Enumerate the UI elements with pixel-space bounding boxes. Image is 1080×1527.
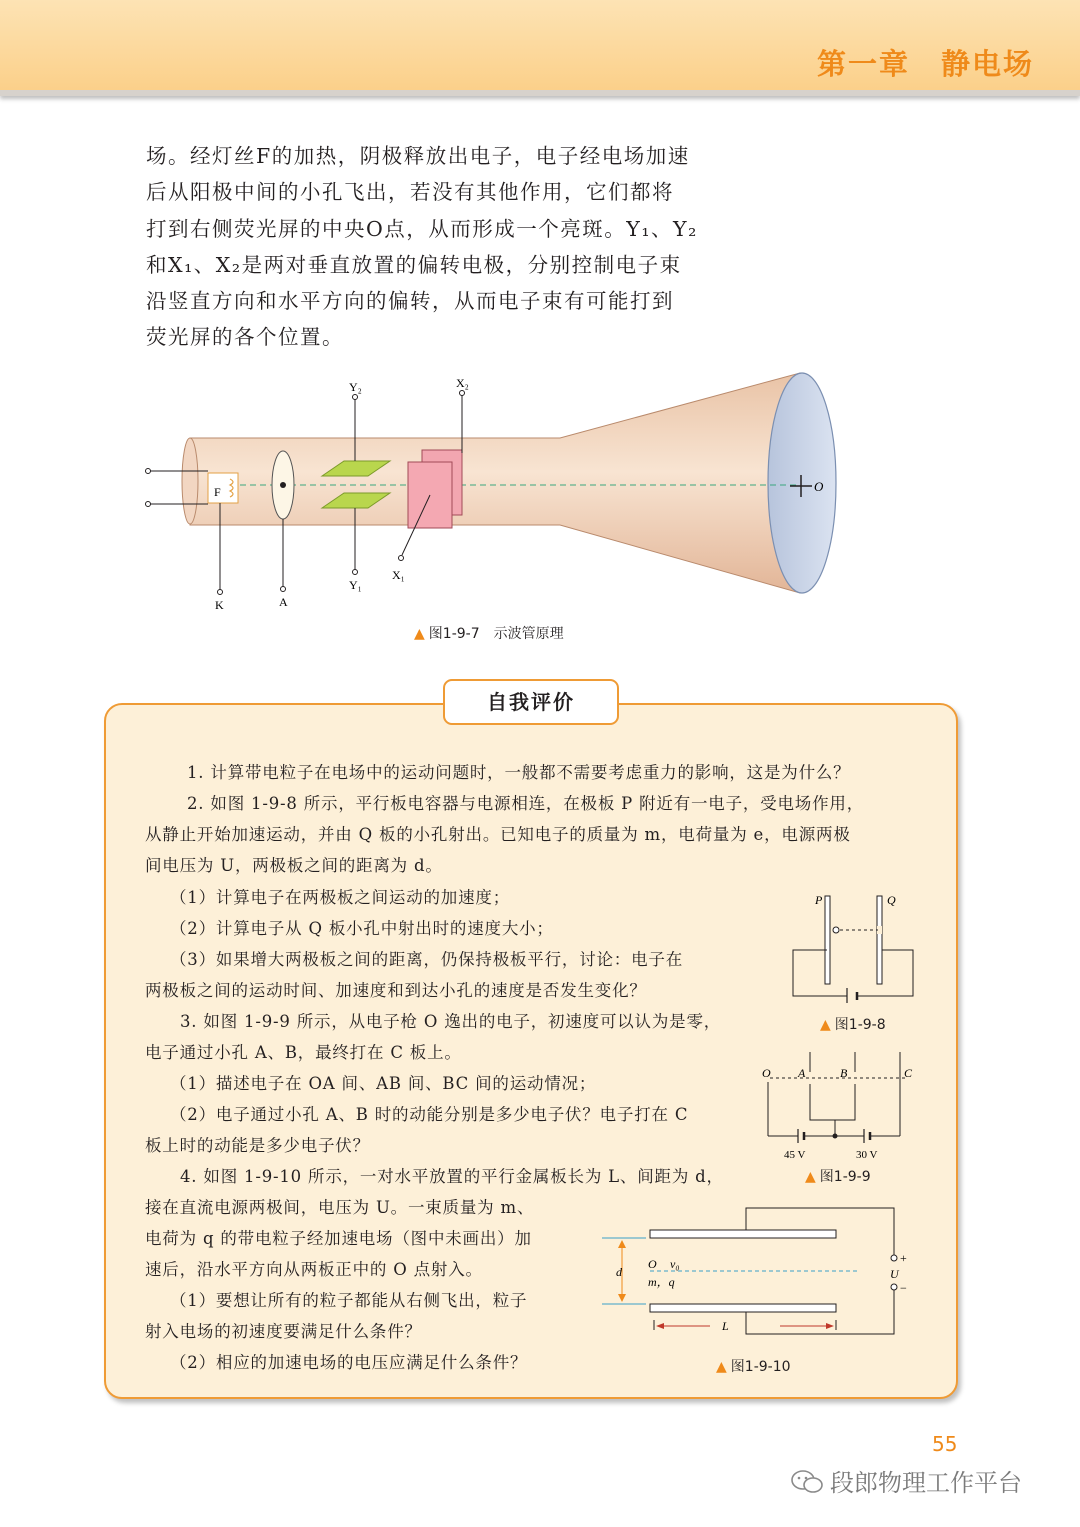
label-o: O [648,1257,657,1271]
triangle-icon: ▲ [805,1169,816,1185]
question-line: （2）计算电子从 Q 板小孔中射出时的速度大小； [170,919,554,938]
label-v0: v₀ [670,1257,680,1271]
label-f: F [214,485,221,499]
chapter-title: 第一章 静电场 [816,47,1034,81]
figure-1-9-8-capacitor [785,888,925,1003]
label-b: B [840,1066,848,1080]
paragraph-line: 场。经灯丝F的加热，阴极释放出电子，电子经电场加速 [146,144,690,168]
label-y1: Y₁ [349,578,362,592]
question-line: 接在直流电源两极间，电压为 U。一束质量为 m、 [145,1198,535,1217]
label-mq: m，q [648,1275,675,1289]
paragraph-line: 打到右侧荧光屏的中央O点，从而形成一个亮斑。Y₁、Y₂ [146,216,698,241]
question-line: 射入电场的初速度要满足什么条件？ [145,1322,422,1341]
label-minus: − [900,1281,907,1295]
label-y2: Y₂ [349,380,362,394]
question-line: 2. 如图 1-9-8 所示，平行板电容器与电源相连，在极板 P 附近有一电子，受电场作用， [187,794,865,813]
question-line: 板上时的动能是多少电子伏？ [145,1136,370,1155]
question-line: 电荷为 q 的带电粒子经加速电场（图中未画出）加 [145,1229,532,1248]
label-x2: X₂ [456,376,469,390]
question-line: 电子通过小孔 A、B，最终打在 C 板上。 [145,1043,462,1062]
question-line: 间电压为 U，两极板之间的距离为 d。 [145,856,443,875]
label-45v: 45 V [784,1149,806,1161]
label-c: C [904,1066,913,1080]
question-line: 从静止开始加速运动，并由 Q 板的小孔射出。已知电子的质量为 m，电荷量为 e，电源两极 [145,825,851,844]
figure-1-9-10-parallel-plates [598,1198,918,1348]
paragraph-line: 和X₁、X₂是两对垂直放置的偏转电极，分别控制电子束 [146,252,682,277]
question-line: （1）计算电子在两极板之间运动的加速度； [170,888,510,907]
label-q: Q [887,893,896,907]
question-line: （1）要想让所有的粒子都能从右侧飞出，粒子 [170,1291,528,1310]
figure-caption: ▲ 图1-9-7 示波管原理 [414,626,564,642]
question-line: （2）相应的加速电场的电压应满足什么条件？ [170,1353,528,1372]
label-30v: 30 V [856,1149,878,1161]
triangle-icon: ▲ [820,1017,831,1033]
intro-paragraph [146,138,706,356]
paragraph-line: 后从阳极中间的小孔飞出，若没有其他作用，它们都将 [146,180,674,205]
question-line: 4. 如图 1-9-10 所示，一对水平放置的平行金属板长为 L、间距为 d， [180,1167,724,1186]
label-x1: X₁ [392,568,405,582]
label-p: P [815,893,823,907]
question-line: 两极板之间的运动时间、加速度和到达小孔的速度是否发生变化？ [145,981,647,1000]
triangle-icon: ▲ [414,626,425,642]
chapter-header [0,0,1080,96]
question-line: （2）电子通过小孔 A、B 时的动能分别是多少电子伏？电子打在 C [170,1105,689,1124]
figure-caption: ▲ 图1-9-9 [805,1169,871,1185]
question-line: 速后，沿水平方向从两板正中的 O 点射入。 [145,1260,483,1279]
label-a: A [279,595,288,609]
figure-caption: ▲ 图1-9-8 [820,1017,886,1033]
label-a: A [798,1066,806,1080]
page-number: 55 [932,1432,958,1456]
paragraph-line: 沿竖直方向和水平方向的偏转，从而电子束有可能打到 [146,289,674,314]
question-line: （3）如果增大两极板之间的距离，仍保持极板平行，讨论：电子在 [170,950,683,969]
question-line: 1. 计算带电粒子在电场中的运动问题时，一般都不需要考虑重力的影响，这是为什么？ [187,763,851,782]
watermark: 段郎物理工作平台 [790,1463,1022,1498]
self-evaluation-title: 自我评价 [443,679,619,725]
label-k: K [215,598,224,612]
label-o: O [762,1066,771,1080]
triangle-icon: ▲ [716,1359,727,1375]
label-o: O [814,479,824,494]
figure-1-9-9-electron-gun [760,1048,920,1163]
oscilloscope-tube-diagram [140,365,840,625]
wechat-icon [790,1469,824,1495]
label-l: L [722,1319,729,1333]
question-line: （1）描述电子在 OA 间、AB 间、BC 间的运动情况； [170,1074,597,1093]
figure-caption: ▲ 图1-9-10 [716,1359,791,1375]
paragraph-line: 荧光屏的各个位置。 [146,325,344,350]
fluorescent-screen [768,373,836,593]
question-line: 3. 如图 1-9-9 所示，从电子枪 O 逸出的电子，初速度可以认为是零， [180,1012,722,1031]
label-u: U [890,1267,899,1281]
label-d: d [616,1265,622,1279]
tube-left-end [182,438,198,524]
label-plus: + [900,1251,907,1265]
